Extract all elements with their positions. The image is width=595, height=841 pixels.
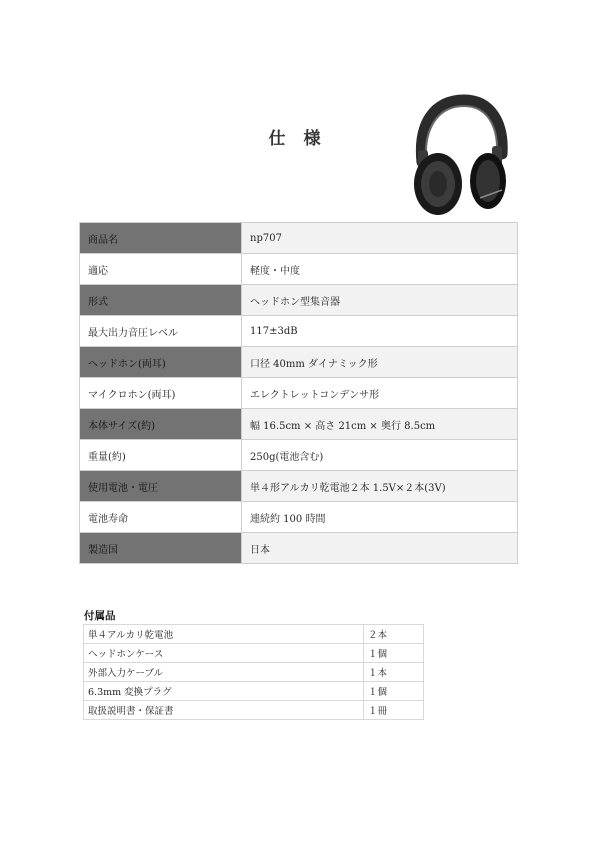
spec-label: 本体サイズ(約) [80, 409, 242, 440]
accessory-name: 外部入力ケーブル [84, 663, 364, 682]
accessory-qty: １冊 [364, 701, 424, 720]
accessory-qty: ２本 [364, 625, 424, 644]
spec-label: 適応 [80, 254, 242, 285]
accessory-row [84, 701, 424, 720]
spec-row [80, 223, 518, 254]
spec-row [80, 471, 518, 502]
accessory-name: 6.3mm 変換プラグ [84, 682, 364, 701]
accessory-row [84, 644, 424, 663]
spec-value: エレクトレットコンデンサ形 [242, 378, 518, 409]
spec-row [80, 502, 518, 533]
spec-row [80, 316, 518, 347]
spec-label: 形式 [80, 285, 242, 316]
spec-label: 最大出力音圧レベル [80, 316, 242, 347]
accessories-table [83, 624, 424, 720]
spec-label: 製造国 [80, 533, 242, 564]
spec-label: ヘッドホン(両耳) [80, 347, 242, 378]
spec-value: 連続約 100 時間 [242, 502, 518, 533]
spec-label: 重量(約) [80, 440, 242, 471]
spec-value: 口径 40mm ダイナミック形 [242, 347, 518, 378]
accessory-qty: １本 [364, 663, 424, 682]
spec-row [80, 285, 518, 316]
headphones-icon [408, 94, 508, 218]
accessory-name: 取扱説明書・保証書 [84, 701, 364, 720]
spec-table [79, 222, 518, 564]
accessory-qty: １個 [364, 644, 424, 663]
spec-value: ヘッドホン型集音器 [242, 285, 518, 316]
spec-label: マイクロホン(両耳) [80, 378, 242, 409]
accessory-name: 単４アルカリ乾電池 [84, 625, 364, 644]
spec-value: 日本 [242, 533, 518, 564]
spec-row [80, 254, 518, 285]
spec-row [80, 347, 518, 378]
spec-row [80, 440, 518, 471]
spec-value: 幅 16.5cm × 高さ 21cm × 奥行 8.5cm [242, 409, 518, 440]
spec-value: 単４形アルカリ乾電池２本 1.5V×２本(3V) [242, 471, 518, 502]
spec-label: 使用電池・電圧 [80, 471, 242, 502]
spec-value: 250g(電池含む) [242, 440, 518, 471]
accessory-row [84, 663, 424, 682]
spec-label: 商品名 [80, 223, 242, 254]
accessory-name: ヘッドホンケース [84, 644, 364, 663]
accessory-row [84, 625, 424, 644]
accessory-qty: １個 [364, 682, 424, 701]
accessory-row [84, 682, 424, 701]
spec-label: 電池寿命 [80, 502, 242, 533]
spec-value: 軽度・中度 [242, 254, 518, 285]
page-title: 仕 様 [268, 129, 327, 149]
spec-row [80, 378, 518, 409]
spec-value: np707 [242, 223, 518, 254]
accessories-title: 付属品 [84, 610, 116, 622]
spec-row [80, 533, 518, 564]
spec-row [80, 409, 518, 440]
spec-value: 117±3dB [242, 316, 518, 347]
